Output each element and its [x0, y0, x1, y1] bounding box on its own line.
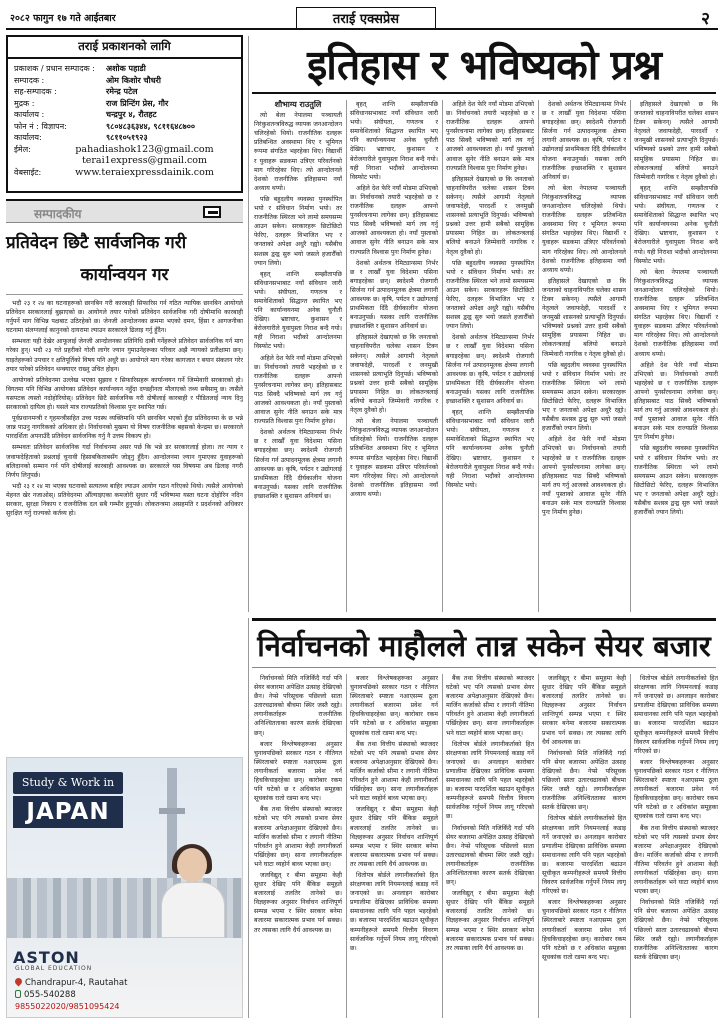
imprint-row [14, 63, 235, 75]
story-paragraph: बैंक तथा वित्तीय संस्थाको ब्याजदर घटेको भए पनि त्यसको प्रभाव सेयर बजारमा अपेक्षाअनुसार देखिएको छैन। मार्जिन कर्जाको सीमा र लगानी नीतिमा परिवर्तन हुने आशामा केही लगानीकर्ता पर्खिरहेका छन्। साना लगानीकर्ताहरू भने घाटा व्यहोर्न बाध्य भएका छन्। [446, 675, 534, 737]
website-label: वेबसाईट: [14, 167, 42, 177]
imprint-value: राज प्रिन्टिंग प्रेस, गौर [106, 98, 169, 108]
byline: शौभाग्य राउतुलि [274, 100, 322, 109]
lower-story-column [542, 674, 626, 1018]
editorial-title-line: कार्यान्वयन गर [80, 265, 169, 285]
editorial-paragraph: सम्भवतः प्रतिवेदन सार्वजनिक गर्दा निर्वाचनमा असर पर्छ कि भन्ने डर सरकारलाई होला। तर न्याय र जवाफदेहिताको प्रश्नलाई चुनावी हिसाबकिताबसँग जोड्नु हुँदैन। आन्दोलनमा ज्यान गुमाएका युवाहरूको बलिदानको सम्मान गर्न पनि दोषीलाई कारबाही आवश्यक छ। सरकारले यस विषयमा अब ढिलाइ नगरी निर्णय लिनुपर्छ। [6, 444, 243, 479]
top-story-column [350, 100, 438, 612]
imprint-row [14, 132, 235, 144]
imprint-label: मुद्रक : [14, 98, 35, 108]
imprint-email-row [14, 155, 235, 167]
top-story-column [542, 100, 626, 612]
lower-story-column [254, 674, 342, 1018]
story-paragraph: धितोपत्र बोर्डले लगानीकर्ताको हित संरक्षणका लागि नियमनलाई कडाइ गर्ने जनाएको छ। अनलाइन कारोबार प्रणालीमा देखिएका प्राविधिक समस्या समाधानका लागि पनि पहल भइरहेको छ। बजारमा पारदर्शिता बढाउन सूचीकृत कम्पनीहरूले समयमै वित्तीय विवरण सार्वजनिक गर्नुपर्ने नियम लागू गरिएको छ। [634, 675, 718, 755]
lower-story-column [350, 674, 438, 1018]
story-paragraph: त्यो बेला नेपालमा पञ्चायती निरंकुशतन्त्रविरुद्ध व्यापक जनआन्दोलन चलिरहेको थियो। राजनीतिक दलहरू प्रतिबन्धित अवस्थामा थिए र भूमिगत रूपमा संगठित भइरहेका थिए। विद्यार्थी र युवाहरू सडकमा उत्रिएर परिवर्तनको माग गरिरहेका थिए। त्यो आन्दोलनले देशको राजनीतिक इतिहासमा नयाँ अध्याय थप्यो। [634, 268, 718, 358]
editorial-title [6, 227, 243, 295]
imprint-label: फोन नं : विज्ञापन: [14, 121, 67, 131]
imprint-label: सम्पादक : [14, 75, 45, 85]
story-paragraph: अहिले देश फेरि नयाँ मोडमा उभिएको छ। निर्वाचनको तयारी भइरहेको छ र राजनीतिक दलहरू आफ्नो पुनर्संरचनामा लागेका छन्। इतिहासबाट पाठ सिक्दै भविष्यको मार्ग तय गर्नु आजको आवश्यकता हो। नयाँ पुस्ताको आवाज सुनेर नीति बनाउन सके मात्र राज्यप्रति विश्वास पुनः निर्माण हुनेछ। [542, 436, 626, 517]
email-value[interactable]: pahadiashok123@gmail.com [75, 143, 214, 155]
imprint-value: ओम किशोर चौधरी [106, 75, 161, 85]
imprint-row [14, 98, 235, 110]
story-paragraph: निर्वाचनको मिति नजिकिँदै गर्दा पनि सेयर बजारमा अपेक्षित उत्साह देखिएको छैन। नेप्से परिसूचक पछिल्लो साता उतारचढावको बीचमा स्थिर जस्तै रह्यो। लगानीकर्ताहरू राजनीतिक अनिश्चितताका कारण सतर्क देखिएका छन्। [542, 749, 626, 812]
imprint-value: चन्द्रपुर ४, रौतहट [106, 110, 157, 119]
website-link[interactable]: www.teraiexpressdainik.com [75, 166, 214, 178]
pen-icon [203, 206, 221, 218]
column-divider [630, 674, 631, 1018]
story-paragraph: निर्वाचनको मिति नजिकिँदै गर्दा पनि सेयर बजारमा अपेक्षित उत्साह देखिएको छैन। नेप्से परिसूचक पछिल्लो साता उतारचढावको बीचमा स्थिर जस्तै रह्यो। लगानीकर्ताहरू राजनीतिक अनिश्चितताका कारण सतर्क देखिएका छन्। [446, 824, 534, 887]
story-paragraph: पछि बहुदलीय व्यवस्था पुनर्स्थापित भयो र संविधान निर्माण भयो। तर राजनीतिक स्थिरता भने लामो समयसम्म आउन सकेन। सरकारहरू छिटोछिटो फेरिए, दलहरू विभाजित भए र जनताको अपेक्षा अधुरै रह्यो। यसैबीच सशस्त्र द्वन्द्व सुरु भयो जसले हजारौँको ज्यान लियो। [446, 259, 534, 331]
story-paragraph: पछि बहुदलीय व्यवस्था पुनर्स्थापित भयो र संविधान निर्माण भयो। तर राजनीतिक स्थिरता भने लामो समयसम्म आउन सकेन। सरकारहरू छिटोछिटो फेरिए, दलहरू विभाजित भए र जनताको अपेक्षा अधुरै रह्यो। यसैबीच सशस्त्र द्वन्द्व सुरु भयो जसले हजारौँको ज्यान लियो। [634, 445, 718, 517]
story-paragraph: इतिहासले देखाएको छ कि जनताको चाहनाविपरीत चलेका शासन टिक्न सकेनन्। त्यसैले आगामी नेतृत्वले जवाफदेही, पारदर्शी र जनमुखी शासनको प्रत्याभूति दिनुपर्छ। भविष्यको प्रश्नको उत्तर हामी सबैको सामूहिक प्रयासमा निहित छ। लोकतन्त्रलाई बलियो बनाउने जिम्मेवारी नागरिक र नेतृत्व दुवैको हो। [350, 334, 438, 415]
page-number: २ [701, 9, 710, 29]
imprint-website-row [14, 167, 235, 179]
email-value[interactable]: terai1express@gmail.com [81, 155, 208, 166]
top-story-headline: इतिहास र भविष्यको प्रश्न [252, 36, 716, 94]
ad-logo-subtitle: GLOBAL EDUCATION [15, 965, 93, 972]
imprint-value: रमेन्द्र पटेल [106, 87, 138, 96]
issue-date: २०८२ फागुन १७ गते आईतबार [10, 13, 116, 24]
ad-tagline: Study & Work in [13, 772, 123, 794]
editorial-body [6, 299, 243, 769]
editorial-paragraph: सम्भवतः यही देखेर आफूलाई जेनजी आन्दोलनका प्रतिनिधि दाबी गर्नेहरूले प्रतिवेदन सार्वजनिक गर्न माग गरेका हुन्। भदौ २३ गते प्रहरीको गोली लागेर ज्यान गुमाउनेहरूका परिवार अझै न्यायको प्रतीक्षामा छन्। घाइतेहरूको उपचार र क्षतिपूर्तिको विषय पनि अधुरै छ। आयोगले माग गरेका कागजात र बयान संकलन गरेर तयार पारेको प्रतिवेदन थन्क्याएर राख्नु उचित होइन। [6, 338, 243, 373]
ad-phone-secondary: 9855022020/9851095424 [15, 1002, 120, 1011]
story-paragraph: बजार विश्लेषकहरूका अनुसार चुनावपछिको सरकार गठन र नीतिगत स्थिरताबारे स्पष्टता नआएसम्म ठूला लगानीकर्ता बजारमा प्रवेश गर्न हिचकिचाइरहेका छन्। कारोबार रकम पनि घटेको छ र अधिकांश समूहका सूचकांक रातो रङमा बन्द भए। [350, 675, 438, 737]
imprint-label: प्रकाशक / प्रधान सम्पादक : [14, 64, 95, 73]
story-paragraph: बृहत् शान्ति सम्झौतापछि संविधानसभाबाट नयाँ संविधान जारी भयो। संघीयता, गणतन्त्र र समावेशिताको सिद्धान्त स्थापित भए पनि कार्यान्वयनमा अनेक चुनौती देखिए। भ्रष्टाचार, कुशासन र बेरोजगारीले युवापुस्ता निराश बन्दै गयो। यही निराशा भदौको आन्दोलनमा विस्फोट भयो। [350, 101, 438, 181]
story-paragraph: पछि बहुदलीय व्यवस्था पुनर्स्थापित भयो र संविधान निर्माण भयो। तर राजनीतिक स्थिरता भने लामो समयसम्म आउन सकेन। सरकारहरू छिटोछिटो फेरिए, दलहरू विभाजित भए र जनताको अपेक्षा अधुरै रह्यो। यसैबीच सशस्त्र द्वन्द्व सुरु भयो जसले हजारौँको ज्यान लियो। [542, 361, 626, 433]
story-paragraph: देशको अर्थतन्त्र रेमिट्यान्समा निर्भर छ र लाखौँ युवा विदेशमा पसिना बगाइरहेका छन्। स्वदेशमै रोजगारी सिर्जना गर्न उत्पादनमूलक क्षेत्रमा लगानी आवश्यक छ। कृषि, पर्यटन र उद्योगलाई प्राथमिकता दिँदै दीर्घकालीन योजना बनाउनुपर्छ। यसका लागि राजनीतिक इच्छाशक्ति र सुशासन अनिवार्य छ। [446, 334, 534, 405]
story-paragraph: त्यो बेला नेपालमा पञ्चायती निरंकुशतन्त्रविरुद्ध व्यापक जनआन्दोलन चलिरहेको थियो। राजनीतिक दलहरू प्रतिबन्धित अवस्थामा थिए र भूमिगत रूपमा संगठित भइरहेका थिए। विद्यार्थी र युवाहरू सडकमा उत्रिएर परिवर्तनको माग गरिरहेका थिए। त्यो आन्दोलनले देशको राजनीतिक इतिहासमा नयाँ अध्याय थप्यो। [542, 184, 626, 274]
column-divider [248, 618, 249, 1018]
imprint-row [14, 75, 235, 87]
column-divider [442, 100, 443, 612]
imprint-email-row [14, 144, 235, 156]
email-label: ईमेल: [14, 144, 31, 154]
column-divider [248, 36, 249, 612]
story-paragraph: बैंक तथा वित्तीय संस्थाको ब्याजदर घटेको भए पनि त्यसको प्रभाव सेयर बजारमा अपेक्षाअनुसार देखिएको छैन। मार्जिन कर्जाको सीमा र लगानी नीतिमा परिवर्तन हुने आशामा केही लगानीकर्ता पर्खिरहेका छन्। साना लगानीकर्ताहरू भने घाटा व्यहोर्न बाध्य भएका छन्। [350, 740, 438, 803]
top-story-column [634, 100, 718, 612]
story-paragraph: त्यो बेला नेपालमा पञ्चायती निरंकुशतन्त्रविरुद्ध व्यापक जनआन्दोलन चलिरहेको थियो। राजनीतिक दलहरू प्रतिबन्धित अवस्थामा थिए र भूमिगत रूपमा संगठित भइरहेका थिए। विद्यार्थी र युवाहरू सडकमा उत्रिएर परिवर्तनको माग गरिरहेका थिए। त्यो आन्दोलनले देशको राजनीतिक इतिहासमा नयाँ अध्याय थप्यो। [254, 112, 342, 192]
imprint-row [14, 121, 235, 133]
column-divider [538, 674, 539, 1018]
story-paragraph: अहिले देश फेरि नयाँ मोडमा उभिएको छ। निर्वाचनको तयारी भइरहेको छ र राजनीतिक दलहरू आफ्नो पुनर्संरचनामा लागेका छन्। इतिहासबाट पाठ सिक्दै भविष्यको मार्ग तय गर्नु आजको आवश्यकता हो। नयाँ पुस्ताको आवाज सुनेर नीति बनाउन सके मात्र राज्यप्रति विश्वास पुनः निर्माण हुनेछ। [350, 184, 438, 256]
story-paragraph: अहिले देश फेरि नयाँ मोडमा उभिएको छ। निर्वाचनको तयारी भइरहेको छ र राजनीतिक दलहरू आफ्नो पुनर्संरचनामा लागेका छन्। इतिहासबाट पाठ सिक्दै भविष्यको मार्ग तय गर्नु आजको आवश्यकता हो। नयाँ पुस्ताको आवाज सुनेर नीति बनाउन सके मात्र राज्यप्रति विश्वास पुनः निर्माण हुनेछ। [254, 354, 342, 426]
imprint-row [14, 86, 235, 98]
imprint-label: कार्यालय : [14, 110, 45, 119]
story-paragraph: बृहत् शान्ति सम्झौतापछि संविधानसभाबाट नयाँ संविधान जारी भयो। संघीयता, गणतन्त्र र समावेशिताको सिद्धान्त स्थापित भए पनि कार्यान्वयनमा अनेक चुनौती देखिए। भ्रष्टाचार, कुशासन र बेरोजगारीले युवापुस्ता निराश बन्दै गयो। यही निराशा भदौको आन्दोलनमा विस्फोट भयो। [446, 409, 534, 489]
story-paragraph: जलविद्युत् र बीमा समूहमा केही सुधार देखिए पनि बैंकिङ समूहले बजारलाई तलतिर तानेको छ। विज्ञहरूका अनुसार निर्वाचन शान्तिपूर्ण सम्पन्न भएमा र स्थिर सरकार बनेमा बजारमा सकारात्मक प्रभाव पर्न सक्छ। तर त्यसका लागि धैर्य आवश्यक छ। [542, 675, 626, 746]
story-paragraph: बृहत् शान्ति सम्झौतापछि संविधानसभाबाट नयाँ संविधान जारी भयो। संघीयता, गणतन्त्र र समावेशिताको सिद्धान्त स्थापित भए पनि कार्यान्वयनमा अनेक चुनौती देखिए। भ्रष्टाचार, कुशासन र बेरोजगारीले युवापुस्ता निराश बन्दै गयो। यही निराशा भदौको आन्दोलनमा विस्फोट भयो। [634, 184, 718, 265]
editorial-title-line: प्रतिवेदन छिटै सार्वजनिक गरी [6, 233, 187, 253]
imprint-label: सह-सम्पादक : [14, 87, 57, 96]
story-paragraph: देशको अर्थतन्त्र रेमिट्यान्समा निर्भर छ र लाखौँ युवा विदेशमा पसिना बगाइरहेका छन्। स्वदेशमै रोजगारी सिर्जना गर्न उत्पादनमूलक क्षेत्रमा लगानी आवश्यक छ। कृषि, पर्यटन र उद्योगलाई प्राथमिकता दिँदै दीर्घकालीन योजना बनाउनुपर्छ। यसका लागि राजनीतिक इच्छाशक्ति र सुशासन अनिवार्य छ। [254, 429, 342, 500]
phone-icon [15, 990, 21, 998]
story-paragraph: निर्वाचनको मिति नजिकिँदै गर्दा पनि सेयर बजारमा अपेक्षित उत्साह देखिएको छैन। नेप्से परिसूचक पछिल्लो साता उतारचढावको बीचमा स्थिर जस्तै रह्यो। लगानीकर्ताहरू राजनीतिक अनिश्चितताका कारण सतर्क देखिएका छन्। [634, 899, 718, 961]
story-paragraph: बजार विश्लेषकहरूका अनुसार चुनावपछिको सरकार गठन र नीतिगत स्थिरताबारे स्पष्टता नआएसम्म ठूला लगानीकर्ता बजारमा प्रवेश गर्न हिचकिचाइरहेका छन्। कारोबार रकम पनि घटेको छ र अधिकांश समूहका सूचकांक रातो रङमा बन्द भए। [634, 758, 718, 821]
column-divider [630, 100, 631, 612]
ad-model-photo [157, 848, 229, 938]
story-paragraph: बजार विश्लेषकहरूका अनुसार चुनावपछिको सरकार गठन र नीतिगत स्थिरताबारे स्पष्टता नआएसम्म ठूला लगानीकर्ता बजारमा प्रवेश गर्न हिचकिचाइरहेका छन्। कारोबार रकम पनि घटेको छ र अधिकांश समूहका सूचकांक रातो रङमा बन्द भए। [542, 899, 626, 961]
column-divider [346, 100, 347, 612]
newspaper-name: तराई एक्सप्रेस [296, 7, 436, 30]
story-paragraph: देशको अर्थतन्त्र रेमिट्यान्समा निर्भर छ र लाखौँ युवा विदेशमा पसिना बगाइरहेका छन्। स्वदेशमै रोजगारी सिर्जना गर्न उत्पादनमूलक क्षेत्रमा लगानी आवश्यक छ। कृषि, पर्यटन र उद्योगलाई प्राथमिकता दिँदै दीर्घकालीन योजना बनाउनुपर्छ। यसका लागि राजनीतिक इच्छाशक्ति र सुशासन अनिवार्य छ। [542, 101, 626, 181]
lower-story-column [446, 674, 534, 1018]
imprint-value: अशोक पहाडी [106, 64, 146, 73]
story-paragraph: बजार विश्लेषकहरूका अनुसार चुनावपछिको सरकार गठन र नीतिगत स्थिरताबारे स्पष्टता नआएसम्म ठूला लगानीकर्ता बजारमा प्रवेश गर्न हिचकिचाइरहेका छन्। कारोबार रकम पनि घटेको छ र अधिकांश समूहका सूचकांक रातो रङमा बन्द भए। [254, 740, 342, 803]
story-paragraph: त्यो बेला नेपालमा पञ्चायती निरंकुशतन्त्रविरुद्ध व्यापक जनआन्दोलन चलिरहेको थियो। राजनीतिक दलहरू प्रतिबन्धित अवस्थामा थिए र भूमिगत रूपमा संगठित भइरहेका थिए। विद्यार्थी र युवाहरू सडकमा उत्रिएर परिवर्तनको माग गरिरहेका थिए। त्यो आन्दोलनले देशको राजनीतिक इतिहासमा नयाँ अध्याय थप्यो। [350, 418, 438, 498]
ad-phone: 055-540288 [24, 990, 76, 1000]
ad-country: JAPAN [13, 796, 123, 828]
imprint-title: तराई प्रकाशनको लागि [8, 37, 241, 59]
ad-contact [15, 977, 127, 1013]
editorial-label: सम्पादकीय [34, 207, 82, 221]
editorial-paragraph: आयोगको प्रतिवेदनमा उल्लेख भएका सुझाव र सिफारिसहरू कार्यान्वयन गर्ने जिम्मेवारी सरकारको हो। विगतमा पनि विभिन्न आयोगका प्रतिवेदन कार्यान्वयन नहुँदा दण्डहीनता मौलाएको तथ्य सबैसामु छ। त्यसैले यसपटक त्यस्तो नदोहोरियोस्। प्रतिवेदन छिटै सार्वजनिक गरी दोषीलाई कारबाही र पीडितलाई न्याय दिनु सरकारको दायित्व हो। यसले मात्र राज्यप्रतिको विश्वास पुनः स्थापित गर्छ। [6, 376, 243, 412]
editorial-paragraph: पूर्वप्रधानमन्त्री र गृहमन्त्रीसहित उच्च पदस्थ व्यक्तिमाथि पनि छानबिन भएको हुँदा प्रतिवेदनमा के छ भन्ने जान्न पाउनु नागरिकको अधिकार हो। निर्वाचनको मुखमा यो विषय राजनीतिक बहसको केन्द्रमा छ। सरकारले पारदर्शिता अपनाउँदै प्रतिवेदन सार्वजनिक गर्नु नै उत्तम विकल्प हो। [6, 415, 243, 441]
top-story-column [254, 100, 342, 612]
story-paragraph: निर्वाचनको मिति नजिकिँदै गर्दा पनि सेयर बजारमा अपेक्षित उत्साह देखिएको छैन। नेप्से परिसूचक पछिल्लो साता उतारचढावको बीचमा स्थिर जस्तै रह्यो। लगानीकर्ताहरू राजनीतिक अनिश्चितताका कारण सतर्क देखिएका छन्। [254, 675, 342, 737]
column-divider [538, 100, 539, 612]
story-paragraph: धितोपत्र बोर्डले लगानीकर्ताको हित संरक्षणका लागि नियमनलाई कडाइ गर्ने जनाएको छ। अनलाइन कारोबार प्रणालीमा देखिएका प्राविधिक समस्या समाधानका लागि पनि पहल भइरहेको छ। बजारमा पारदर्शिता बढाउन सूचीकृत कम्पनीहरूले समयमै वित्तीय विवरण सार्वजनिक गर्नुपर्ने नियम लागू गरिएको छ। [542, 815, 626, 896]
story-paragraph: इतिहासले देखाएको छ कि जनताको चाहनाविपरीत चलेका शासन टिक्न सकेनन्। त्यसैले आगामी नेतृत्वले जवाफदेही, पारदर्शी र जनमुखी शासनको प्रत्याभूति दिनुपर्छ। भविष्यको प्रश्नको उत्तर हामी सबैको सामूहिक प्रयासमा निहित छ। लोकतन्त्रलाई बलियो बनाउने जिम्मेवारी नागरिक र नेतृत्व दुवैको हो। [542, 277, 626, 358]
story-paragraph: देशको अर्थतन्त्र रेमिट्यान्समा निर्भर छ र लाखौँ युवा विदेशमा पसिना बगाइरहेका छन्। स्वदेशमै रोजगारी सिर्जना गर्न उत्पादनमूलक क्षेत्रमा लगानी आवश्यक छ। कृषि, पर्यटन र उद्योगलाई प्राथमिकता दिँदै दीर्घकालीन योजना बनाउनुपर्छ। यसका लागि राजनीतिक इच्छाशक्ति र सुशासन अनिवार्य छ। [350, 259, 438, 331]
editorial-paragraph: भदौ २३ र २४ का घटनाहरूको छानबिन गरी कारबाही सिफारिस गर्न गठित न्यायिक छानबिन आयोगले प्रतिवेदन सरकारलाई बुझाएको छ। आयोगले तयार पारेको प्रतिवेदन सार्वजनिक गरी दोषीमाथि कारबाही गर्नुपर्ने माग विभिन्न पक्षबाट उठिरहेको छ। जेनजी आन्दोलनका क्रममा भएको दमन, हिंसा र आगजनीका घटनामा संलग्नलाई कानुनको दायरामा ल्याउन सरकारले ढिलाइ गर्नु हुँदैन। [6, 300, 243, 335]
editorial-band [6, 199, 243, 223]
lower-story-headline: निर्वाचनको माहौलले तान्न सकेन सेयर बजार [252, 618, 716, 668]
story-paragraph: जलविद्युत् र बीमा समूहमा केही सुधार देखिए पनि बैंकिङ समूहले बजारलाई तलतिर तानेको छ। विज्ञहरूका अनुसार निर्वाचन शान्तिपूर्ण सम्पन्न भएमा र स्थिर सरकार बनेमा बजारमा सकारात्मक प्रभाव पर्न सक्छ। तर त्यसका लागि धैर्य आवश्यक छ। [350, 806, 438, 868]
story-paragraph: बृहत् शान्ति सम्झौतापछि संविधानसभाबाट नयाँ संविधान जारी भयो। संघीयता, गणतन्त्र र समावेशिताको सिद्धान्त स्थापित भए पनि कार्यान्वयनमा अनेक चुनौती देखिए। भ्रष्टाचार, कुशासन र बेरोजगारीले युवापुस्ता निराश बन्दै गयो। यही निराशा भदौको आन्दोलनमा विस्फोट भयो। [254, 270, 342, 351]
story-paragraph: जलविद्युत् र बीमा समूहमा केही सुधार देखिए पनि बैंकिङ समूहले बजारलाई तलतिर तानेको छ। विज्ञहरूका अनुसार निर्वाचन शान्तिपूर्ण सम्पन्न भएमा र स्थिर सरकार बनेमा बजारमा सकारात्मक प्रभाव पर्न सक्छ। तर त्यसका लागि धैर्य आवश्यक छ। [446, 890, 534, 952]
imprint-value: ९८०४८३६३४४, ९८११६४८७०० [106, 121, 196, 131]
story-paragraph: धितोपत्र बोर्डले लगानीकर्ताको हित संरक्षणका लागि नियमनलाई कडाइ गर्ने जनाएको छ। अनलाइन कारोबार प्रणालीमा देखिएका प्राविधिक समस्या समाधानका लागि पनि पहल भइरहेको छ। बजारमा पारदर्शिता बढाउन सूचीकृत कम्पनीहरूले समयमै वित्तीय विवरण सार्वजनिक गर्नुपर्ने नियम लागू गरिएको छ। [446, 740, 534, 821]
story-paragraph: इतिहासले देखाएको छ कि जनताको चाहनाविपरीत चलेका शासन टिक्न सकेनन्। त्यसैले आगामी नेतृत्वले जवाफदेही, पारदर्शी र जनमुखी शासनको प्रत्याभूति दिनुपर्छ। भविष्यको प्रश्नको उत्तर हामी सबैको सामूहिक प्रयासमा निहित छ। लोकतन्त्रलाई बलियो बनाउने जिम्मेवारी नागरिक र नेतृत्व दुवैको हो। [446, 175, 534, 256]
editorial-paragraph: भदौ २३ र २४ मा भएका घटनाको सत्यतथ्य बाहिर ल्याउन आयोग गठन गरिएको थियो। त्यसैले आयोगको मेहनत खेर नजाओस्। प्रतिवेदनमा औँल्याइएका कमजोरी सुधार गर्दै भविष्यमा यस्ता घटना दोहोरिन नदिन सरकार, सुरक्षा निकाय र राजनीतिक दल सबै गम्भीर हुनुपर्छ। लोकतन्त्रमा असहमति र प्रदर्शनको अधिकार सुरक्षित गर्नु राज्यको कर्तव्य हो। [6, 482, 243, 518]
imprint-row [14, 109, 235, 121]
lower-story-column [634, 674, 718, 1018]
ad-logo: ASTON [13, 948, 80, 967]
column-divider [346, 674, 347, 1018]
advertisement[interactable] [6, 757, 243, 1018]
story-paragraph: धितोपत्र बोर्डले लगानीकर्ताको हित संरक्षणका लागि नियमनलाई कडाइ गर्ने जनाएको छ। अनलाइन कारोबार प्रणालीमा देखिएका प्राविधिक समस्या समाधानका लागि पनि पहल भइरहेको छ। बजारमा पारदर्शिता बढाउन सूचीकृत कम्पनीहरूले समयमै वित्तीय विवरण सार्वजनिक गर्नुपर्ने नियम लागू गरिएको छ। [350, 871, 438, 952]
location-pin-icon [14, 977, 24, 987]
story-paragraph: इतिहासले देखाएको छ कि जनताको चाहनाविपरीत चलेका शासन टिक्न सकेनन्। त्यसैले आगामी नेतृत्वले जवाफदेही, पारदर्शी र जनमुखी शासनको प्रत्याभूति दिनुपर्छ। भविष्यको प्रश्नको उत्तर हामी सबैको सामूहिक प्रयासमा निहित छ। लोकतन्त्रलाई बलियो बनाउने जिम्मेवारी नागरिक र नेतृत्व दुवैको हो। [634, 101, 718, 181]
story-paragraph: बैंक तथा वित्तीय संस्थाको ब्याजदर घटेको भए पनि त्यसको प्रभाव सेयर बजारमा अपेक्षाअनुसार देखिएको छैन। मार्जिन कर्जाको सीमा र लगानी नीतिमा परिवर्तन हुने आशामा केही लगानीकर्ता पर्खिरहेका छन्। साना लगानीकर्ताहरू भने घाटा व्यहोर्न बाध्य भएका छन्। [634, 824, 718, 896]
left-column [6, 35, 243, 769]
story-paragraph: अहिले देश फेरि नयाँ मोडमा उभिएको छ। निर्वाचनको तयारी भइरहेको छ र राजनीतिक दलहरू आफ्नो पुनर्संरचनामा लागेका छन्। इतिहासबाट पाठ सिक्दै भविष्यको मार्ग तय गर्नु आजको आवश्यकता हो। नयाँ पुस्ताको आवाज सुनेर नीति बनाउन सके मात्र राज्यप्रति विश्वास पुनः निर्माण हुनेछ। [446, 101, 534, 172]
imprint-box [6, 35, 243, 193]
ad-address: Chandrapur-4, Rautahat [25, 978, 128, 988]
story-paragraph: अहिले देश फेरि नयाँ मोडमा उभिएको छ। निर्वाचनको तयारी भइरहेको छ र राजनीतिक दलहरू आफ्नो पुनर्संरचनामा लागेका छन्। इतिहासबाट पाठ सिक्दै भविष्यको मार्ग तय गर्नु आजको आवश्यकता हो। नयाँ पुस्ताको आवाज सुनेर नीति बनाउन सके मात्र राज्यप्रति विश्वास पुनः निर्माण हुनेछ। [634, 361, 718, 442]
page-header [6, 6, 718, 30]
story-paragraph: बैंक तथा वित्तीय संस्थाको ब्याजदर घटेको भए पनि त्यसको प्रभाव सेयर बजारमा अपेक्षाअनुसार देखिएको छैन। मार्जिन कर्जाको सीमा र लगानी नीतिमा परिवर्तन हुने आशामा केही लगानीकर्ता पर्खिरहेका छन्। साना लगानीकर्ताहरू भने घाटा व्यहोर्न बाध्य भएका छन्। [254, 806, 342, 868]
imprint-value: ९८११०५१९२३ [106, 133, 148, 142]
top-story-column [446, 100, 534, 612]
story-paragraph: पछि बहुदलीय व्यवस्था पुनर्स्थापित भयो र संविधान निर्माण भयो। तर राजनीतिक स्थिरता भने लामो समयसम्म आउन सकेन। सरकारहरू छिटोछिटो फेरिए, दलहरू विभाजित भए र जनताको अपेक्षा अधुरै रह्यो। यसैबीच सशस्त्र द्वन्द्व सुरु भयो जसले हजारौँको ज्यान लियो। [254, 195, 342, 267]
column-divider [442, 674, 443, 1018]
imprint-label: कार्यालय: [14, 133, 42, 142]
story-paragraph: जलविद्युत् र बीमा समूहमा केही सुधार देखिए पनि बैंकिङ समूहले बजारलाई तलतिर तानेको छ। विज्ञहरूका अनुसार निर्वाचन शान्तिपूर्ण सम्पन्न भएमा र स्थिर सरकार बनेमा बजारमा सकारात्मक प्रभाव पर्न सक्छ। तर त्यसका लागि धैर्य आवश्यक छ। [254, 871, 342, 934]
